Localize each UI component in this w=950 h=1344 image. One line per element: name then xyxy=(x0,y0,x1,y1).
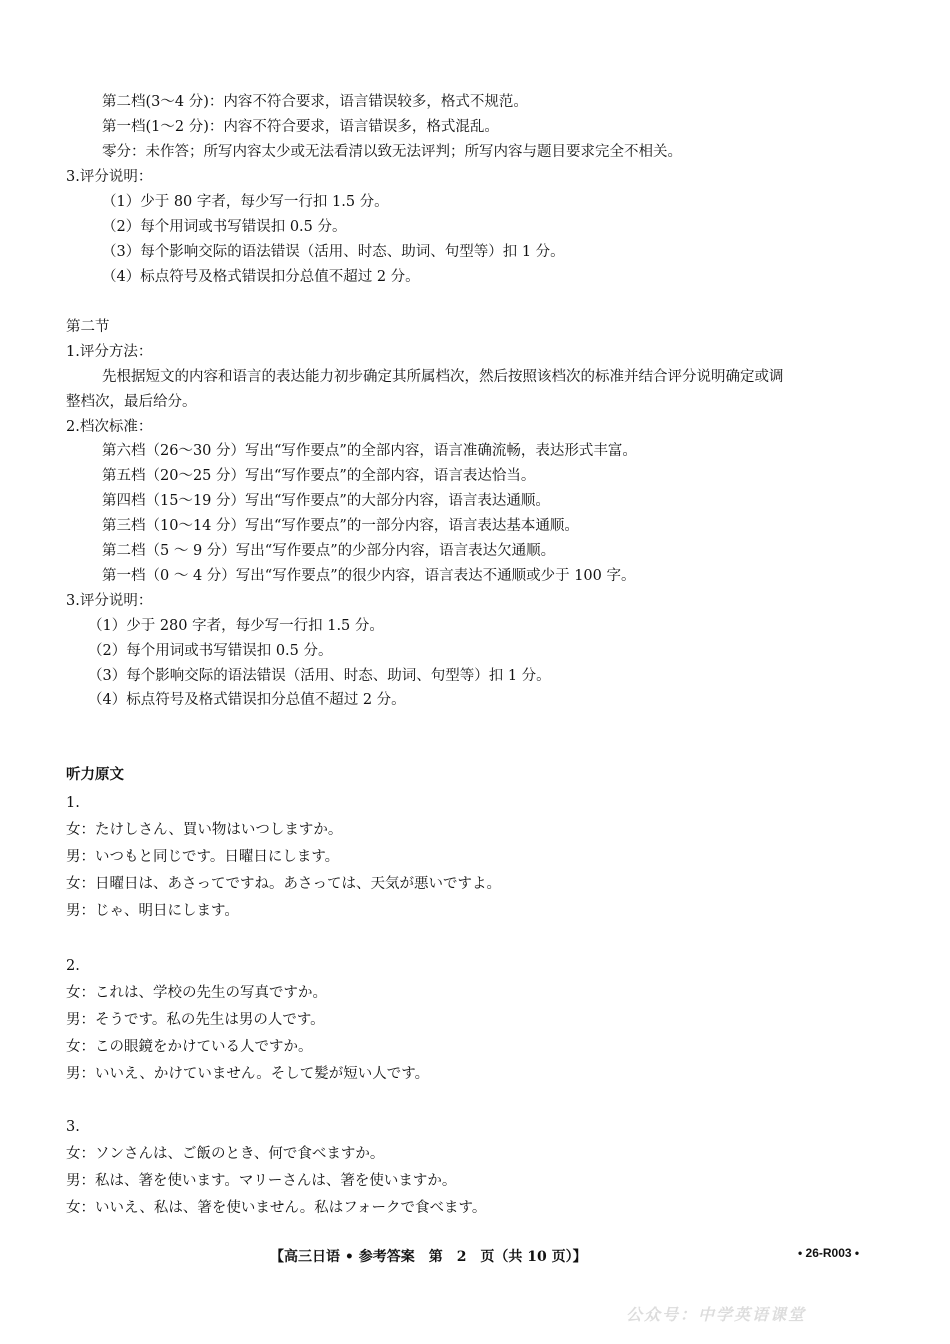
dialogue-line: 女：この眼鏡をかけている人ですか。 xyxy=(66,1039,313,1055)
text-line: 第三档（10～14 分）写出“写作要点”的一部分内容，语言表达基本通顺。 xyxy=(102,518,579,534)
question-number: 2. xyxy=(66,958,80,974)
text-line: 整档次，最后给分。 xyxy=(66,394,197,410)
page-footer: 【高三日语 • 参考答案 第 2 页（共 10 页）】 xyxy=(270,1249,587,1265)
text-line: 第一档（0 ～ 4 分）写出“写作要点”的很少内容，语言表达不通顺或少于 100 字。 xyxy=(102,568,636,584)
text-line: 第六档（26～30 分）写出“写作要点”的全部内容，语言准确流畅，表达形式丰富。 xyxy=(102,443,637,459)
dialogue-line: 男：そうです。私の先生は男の人です。 xyxy=(66,1012,325,1028)
text-line: 第五档（20～25 分）写出“写作要点”的全部内容，语言表达恰当。 xyxy=(102,468,536,484)
text-line: 3.评分说明： xyxy=(66,593,153,609)
text-line: （3）每个影响交际的语法错误（活用、时态、助词、句型等）扣 1 分。 xyxy=(102,244,565,260)
dialogue-line: 男：じゃ、明日にします。 xyxy=(66,903,239,919)
text-line: 2.档次标准： xyxy=(66,419,153,435)
dialogue-line: 女：これは、学校の先生の写真ですか。 xyxy=(66,985,327,1001)
question-number: 3. xyxy=(66,1119,80,1135)
text-line: （1）少于 280 字者，每少写一行扣 1.5 分。 xyxy=(88,618,384,634)
text-line: 第二档(3～4 分)：内容不符合要求，语言错误较多，格式不规范。 xyxy=(102,94,528,110)
text-line: 3.评分说明： xyxy=(66,169,153,185)
question-number: 1. xyxy=(66,795,80,811)
dialogue-line: 女：ソンさんは、ご飯のとき、何で食べますか。 xyxy=(66,1146,385,1162)
dialogue-line: 男：いいえ、かけていません。そして髪が短い人です。 xyxy=(66,1066,430,1082)
text-line: 第四档（15～19 分）写出“写作要点”的大部分内容，语言表达通顺。 xyxy=(102,493,550,509)
text-line: （4）标点符号及格式错误扣分总值不超过 2 分。 xyxy=(88,692,406,708)
dialogue-line: 男：私は、箸を使います。マリーさんは、箸を使いますか。 xyxy=(66,1173,457,1189)
text-line: 第二档（5 ～ 9 分）写出“写作要点”的少部分内容，语言表达欠通顺。 xyxy=(102,543,556,559)
dialogue-line: 女：日曜日は、あさってですね。あさっては、天気が悪いですよ。 xyxy=(66,876,501,892)
document-code: • 26-R003 • xyxy=(798,1246,860,1260)
text-line: 先根据短文的内容和语言的表达能力初步确定其所属档次，然后按照该档次的标准并结合评分说明确定或调 xyxy=(102,369,784,385)
text-line: （2）每个用词或书写错误扣 0.5 分。 xyxy=(88,643,333,659)
text-line: （1）少于 80 字者，每少写一行扣 1.5 分。 xyxy=(102,194,389,210)
watermark: 公众号：中学英语课堂 xyxy=(626,1305,807,1324)
text-line: 第一档(1～2 分)：内容不符合要求，语言错误多，格式混乱。 xyxy=(102,119,499,135)
section-heading: 第二节 xyxy=(66,319,110,335)
text-line: （4）标点符号及格式错误扣分总值不超过 2 分。 xyxy=(102,269,420,285)
text-line: （3）每个影响交际的语法错误（活用、时态、助词、句型等）扣 1 分。 xyxy=(88,668,551,684)
dialogue-line: 男：いつもと同じです。日曜日にします。 xyxy=(66,849,340,865)
text-line: 零分：未作答；所写内容太少或无法看清以致无法评判；所写内容与题目要求完全不相关。 xyxy=(102,144,682,160)
listening-heading: 听力原文 xyxy=(66,766,124,783)
text-line: 1.评分方法： xyxy=(66,344,153,360)
dialogue-line: 女：いいえ、私は、箸を使いません。私はフォークで食べます。 xyxy=(66,1200,487,1216)
text-line: （2）每个用词或书写错误扣 0.5 分。 xyxy=(102,219,347,235)
dialogue-line: 女：たけしさん、買い物はいつしますか。 xyxy=(66,822,343,838)
